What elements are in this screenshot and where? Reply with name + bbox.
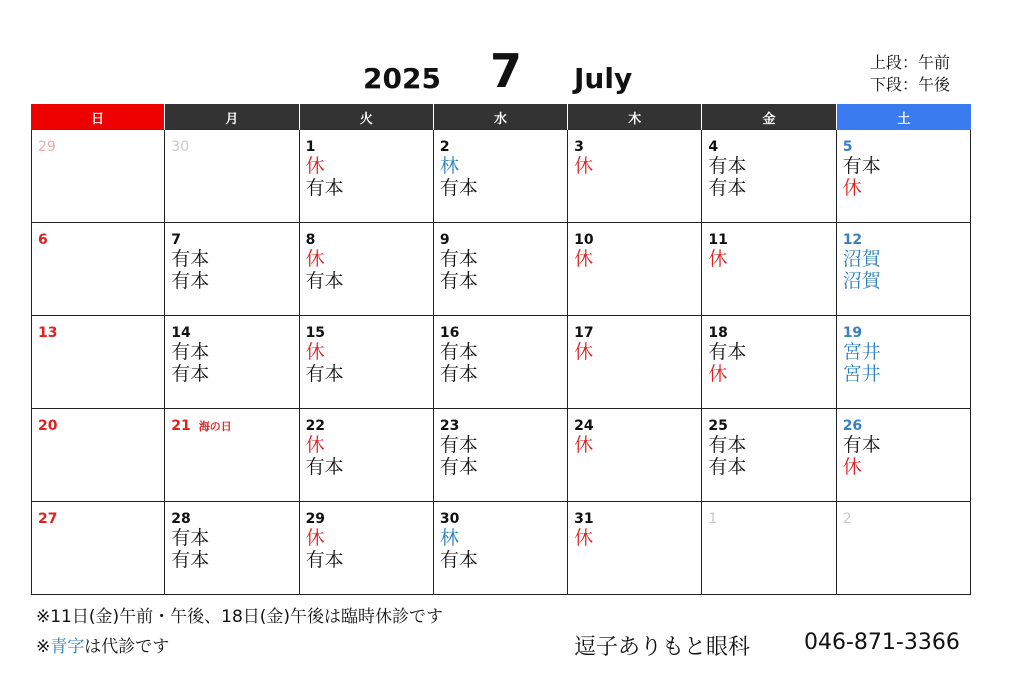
afternoon-doctor: 有本 <box>439 177 478 199</box>
legend-top: 上段：午前 <box>870 53 951 72</box>
day-cell <box>31 409 165 502</box>
day-number-line <box>574 322 701 341</box>
morning-doctor: 有本 <box>708 434 747 456</box>
day-cell <box>31 223 165 316</box>
day-number-line <box>574 136 701 155</box>
day-cell <box>702 130 836 223</box>
morning-doctor: 有本 <box>439 434 478 456</box>
day-cell <box>165 130 299 223</box>
day-number-line <box>708 136 835 155</box>
day-cell <box>434 502 568 595</box>
weekday-header-0: 日 <box>31 104 165 130</box>
legend <box>870 52 950 96</box>
week-row <box>31 316 971 409</box>
afternoon-doctor: 沼賀 <box>842 270 881 292</box>
day-number-line <box>171 415 298 434</box>
afternoon-doctor: 休 <box>708 363 728 385</box>
afternoon-doctor <box>171 456 298 478</box>
afternoon-doctor: 有本 <box>439 363 478 385</box>
morning-doctor <box>843 527 970 549</box>
morning-doctor: 休 <box>708 248 728 270</box>
morning-doctor: 有本 <box>171 248 210 270</box>
morning-doctor <box>171 155 298 177</box>
afternoon-doctor: 有本 <box>305 363 344 385</box>
morning-doctor: 有本 <box>708 341 747 363</box>
weekday-header-4: 木 <box>568 104 702 130</box>
day-number: 1 <box>708 511 718 527</box>
day-number-line <box>440 508 567 527</box>
day-number-line <box>708 415 835 434</box>
day-cell <box>837 223 971 316</box>
day-cell <box>702 223 836 316</box>
day-number: 19 <box>842 325 863 341</box>
day-number: 20 <box>38 418 58 434</box>
morning-doctor <box>38 341 164 363</box>
afternoon-doctor <box>708 270 835 292</box>
day-number-line <box>440 229 567 248</box>
afternoon-doctor <box>38 456 164 478</box>
afternoon-doctor <box>574 456 701 478</box>
day-number-line <box>574 508 701 527</box>
note-prefix: ※ <box>36 637 51 657</box>
day-number-line <box>306 415 433 434</box>
day-number: 6 <box>38 232 48 248</box>
afternoon-doctor <box>708 549 835 571</box>
day-number: 4 <box>708 139 719 155</box>
clinic-name: 逗子ありもと眼科 <box>574 635 751 660</box>
afternoon-doctor: 有本 <box>708 177 747 199</box>
afternoon-doctor: 休 <box>842 456 862 478</box>
day-number: 13 <box>38 325 58 341</box>
day-number: 2 <box>439 139 450 155</box>
day-cell <box>837 316 971 409</box>
morning-doctor: 有本 <box>439 248 478 270</box>
morning-doctor: 休 <box>305 248 325 270</box>
day-cell <box>568 409 702 502</box>
day-number: 12 <box>842 232 863 248</box>
day-cell <box>837 502 971 595</box>
afternoon-doctor: 有本 <box>305 549 344 571</box>
day-number: 22 <box>305 418 326 434</box>
day-number: 26 <box>842 418 863 434</box>
day-number-line <box>306 322 433 341</box>
day-number-line <box>574 229 701 248</box>
afternoon-doctor: 有本 <box>439 456 478 478</box>
afternoon-doctor <box>38 177 164 199</box>
morning-doctor: 休 <box>574 341 594 363</box>
day-cell <box>837 409 971 502</box>
day-number-line <box>843 415 970 434</box>
day-cell <box>300 130 434 223</box>
day-number-line <box>440 136 567 155</box>
morning-doctor: 有本 <box>171 341 210 363</box>
morning-doctor <box>38 155 164 177</box>
day-number-line <box>38 229 164 248</box>
day-number-line <box>171 229 298 248</box>
day-cell <box>837 130 971 223</box>
day-cell <box>31 130 165 223</box>
day-number: 1 <box>305 139 316 155</box>
day-cell <box>434 223 568 316</box>
day-number-line <box>574 415 701 434</box>
morning-doctor: 休 <box>305 434 325 456</box>
morning-doctor: 休 <box>574 527 594 549</box>
day-number-line <box>171 508 298 527</box>
day-number-line <box>843 322 970 341</box>
day-number: 24 <box>574 418 594 434</box>
day-cell <box>568 316 702 409</box>
day-number-line <box>843 229 970 248</box>
holiday-label: 海の日 <box>198 420 232 433</box>
day-number-line <box>38 415 164 434</box>
calendar-month: 7 <box>490 44 523 98</box>
day-cell <box>702 502 836 595</box>
day-number-line <box>306 508 433 527</box>
day-cell <box>300 223 434 316</box>
day-number: 7 <box>171 232 182 248</box>
day-number: 27 <box>38 511 58 527</box>
day-number: 29 <box>305 511 326 527</box>
day-cell <box>300 502 434 595</box>
day-number: 18 <box>708 325 728 341</box>
weekday-header-5: 金 <box>702 104 836 130</box>
day-number: 30 <box>171 139 190 155</box>
day-number-line <box>843 136 970 155</box>
day-number: 21 <box>171 418 191 434</box>
day-cell <box>300 409 434 502</box>
legend-bottom: 下段：午後 <box>870 75 951 94</box>
morning-doctor: 有本 <box>842 155 881 177</box>
afternoon-doctor <box>171 177 298 199</box>
morning-doctor <box>708 527 835 549</box>
weekday-header-2: 火 <box>300 104 434 130</box>
morning-doctor <box>38 434 164 456</box>
day-number: 31 <box>574 511 594 527</box>
day-number-line <box>306 229 433 248</box>
afternoon-doctor: 宮井 <box>842 363 881 385</box>
day-number-line <box>440 322 567 341</box>
morning-doctor: 林 <box>439 527 459 549</box>
day-number: 30 <box>439 511 460 527</box>
afternoon-doctor <box>38 363 164 385</box>
day-number: 10 <box>574 232 594 248</box>
weekday-header-6: 土 <box>837 104 971 130</box>
week-row <box>31 502 971 595</box>
day-number: 29 <box>38 139 56 155</box>
day-cell <box>434 316 568 409</box>
day-number-line <box>708 508 835 527</box>
day-cell <box>568 130 702 223</box>
afternoon-doctor: 有本 <box>708 456 747 478</box>
day-number-line <box>708 322 835 341</box>
day-number: 3 <box>574 139 584 155</box>
day-number: 8 <box>305 232 316 248</box>
day-number-line <box>171 136 298 155</box>
day-number-line <box>38 508 164 527</box>
morning-doctor: 有本 <box>708 155 747 177</box>
day-number: 2 <box>842 511 852 527</box>
day-cell <box>702 316 836 409</box>
morning-doctor: 有本 <box>439 341 478 363</box>
afternoon-doctor <box>38 549 164 571</box>
day-number-line <box>38 136 164 155</box>
day-cell <box>434 409 568 502</box>
day-number: 28 <box>171 511 191 527</box>
afternoon-doctor <box>38 270 164 292</box>
calendar-year: 2025 <box>363 62 441 95</box>
afternoon-doctor <box>574 549 701 571</box>
day-number: 25 <box>708 418 728 434</box>
morning-doctor: 休 <box>574 155 594 177</box>
morning-doctor: 有本 <box>171 527 210 549</box>
day-number-line <box>843 508 970 527</box>
afternoon-doctor: 有本 <box>305 177 344 199</box>
day-cell <box>165 502 299 595</box>
weekday-header-row <box>31 104 971 130</box>
afternoon-doctor: 有本 <box>439 549 478 571</box>
afternoon-doctor <box>574 363 701 385</box>
morning-doctor: 休 <box>305 527 325 549</box>
afternoon-doctor: 有本 <box>439 270 478 292</box>
week-row <box>31 130 971 223</box>
day-cell <box>568 223 702 316</box>
day-number-line <box>440 415 567 434</box>
day-cell <box>165 223 299 316</box>
day-number-line <box>306 136 433 155</box>
clinic-phone: 046-871-3366 <box>804 630 960 655</box>
calendar-grid <box>31 104 971 595</box>
morning-doctor: 林 <box>439 155 459 177</box>
morning-doctor: 休 <box>305 155 325 177</box>
note-suffix: は代診です <box>84 637 170 657</box>
note-substitute <box>36 632 169 657</box>
day-number: 17 <box>574 325 594 341</box>
day-cell <box>31 502 165 595</box>
day-number: 14 <box>171 325 191 341</box>
day-cell <box>31 316 165 409</box>
day-number-line <box>171 322 298 341</box>
morning-doctor: 宮井 <box>842 341 881 363</box>
calendar-weeks <box>31 130 971 595</box>
afternoon-doctor: 有本 <box>171 270 210 292</box>
morning-doctor: 休 <box>574 248 594 270</box>
week-row <box>31 223 971 316</box>
afternoon-doctor: 休 <box>842 177 862 199</box>
day-number: 23 <box>439 418 460 434</box>
day-cell <box>300 316 434 409</box>
morning-doctor: 休 <box>305 341 325 363</box>
day-cell <box>568 502 702 595</box>
morning-doctor: 有本 <box>842 434 881 456</box>
day-cell <box>165 316 299 409</box>
morning-doctor <box>38 527 164 549</box>
day-number: 9 <box>439 232 450 248</box>
day-number-line <box>38 322 164 341</box>
day-number: 11 <box>708 232 728 248</box>
afternoon-doctor: 有本 <box>171 549 210 571</box>
day-number-line <box>708 229 835 248</box>
morning-doctor <box>38 248 164 270</box>
day-number: 16 <box>439 325 460 341</box>
weekday-header-1: 月 <box>165 104 299 130</box>
day-number: 15 <box>305 325 326 341</box>
note-closure: ※11日(金)午前・午後、18日(金)午後は臨時休診です <box>36 607 444 627</box>
afternoon-doctor <box>843 549 970 571</box>
week-row <box>31 409 971 502</box>
calendar-month-english: July <box>574 62 633 95</box>
day-number: 5 <box>842 139 853 155</box>
morning-doctor: 沼賀 <box>842 248 881 270</box>
afternoon-doctor: 有本 <box>305 270 344 292</box>
afternoon-doctor: 有本 <box>305 456 344 478</box>
day-cell <box>434 130 568 223</box>
weekday-header-3: 水 <box>434 104 568 130</box>
day-cell <box>702 409 836 502</box>
afternoon-doctor <box>574 270 701 292</box>
morning-doctor <box>171 434 298 456</box>
note-blue-text: 青字 <box>50 637 85 657</box>
afternoon-doctor <box>574 177 701 199</box>
day-cell <box>165 409 299 502</box>
morning-doctor: 休 <box>574 434 594 456</box>
afternoon-doctor: 有本 <box>171 363 210 385</box>
